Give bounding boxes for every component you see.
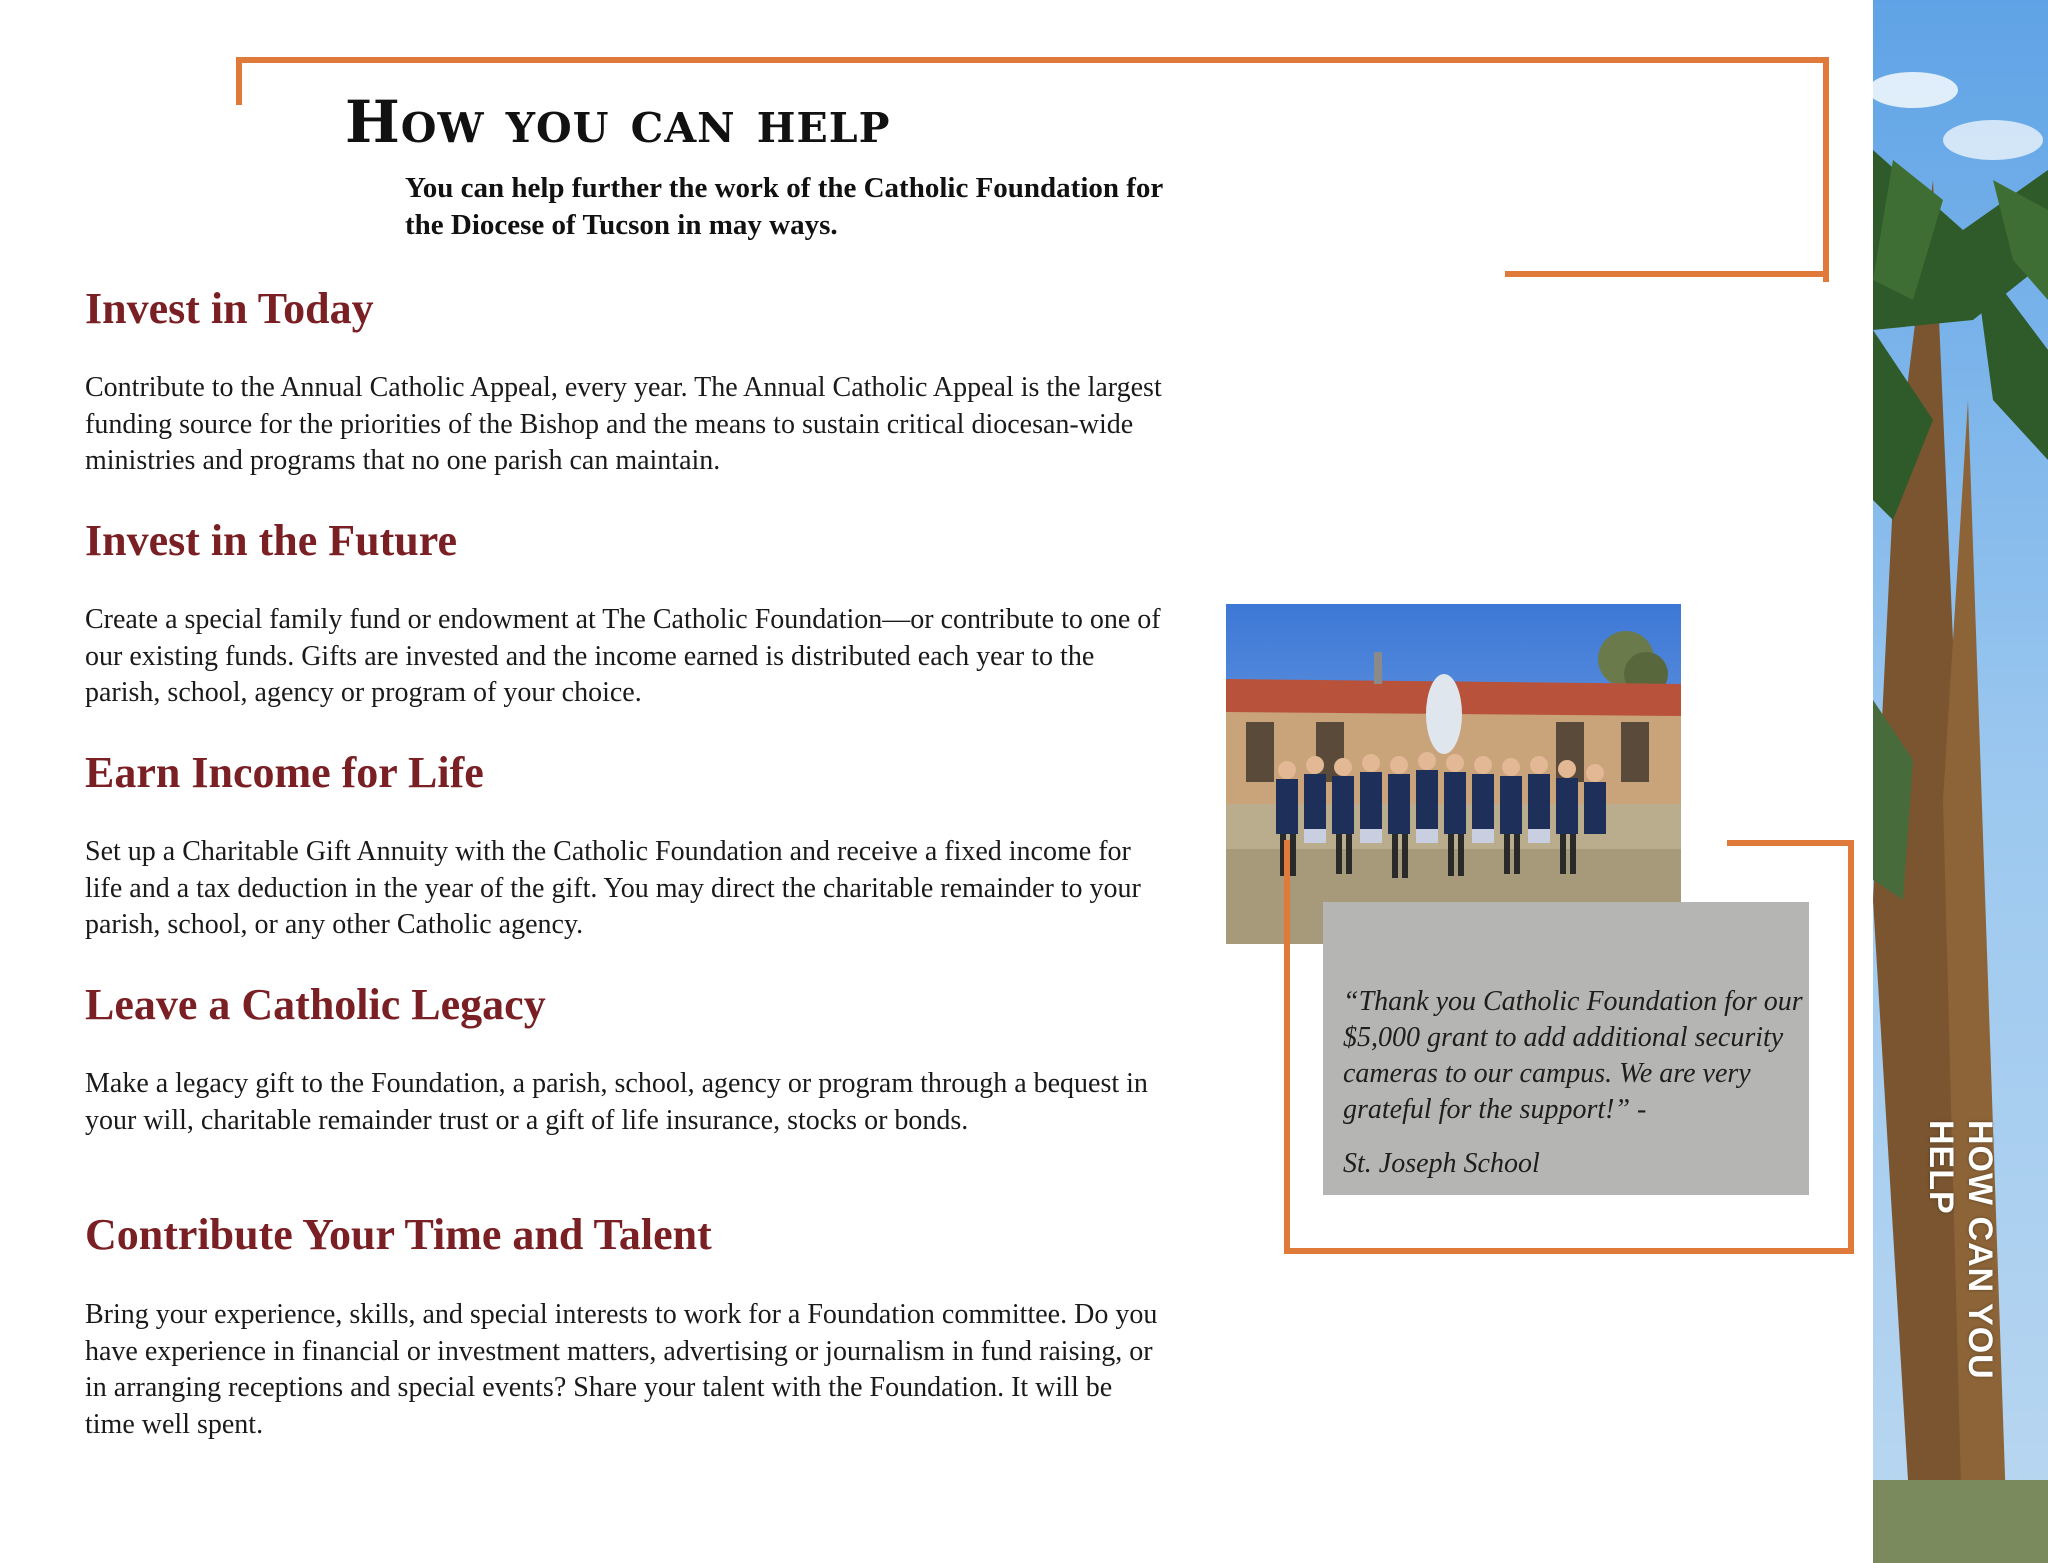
quote-frame-top-segment <box>1727 840 1848 846</box>
section-body-catholic-legacy: Make a legacy gift to the Foundation, a parish, school, agency or program through a bequest in your will, charitable remainder trust or a gift of life insurance, stocks or bonds. <box>85 1068 1148 1136</box>
section-heading-earn-income: Earn Income for Life <box>85 748 484 797</box>
page-intro: You can help further the work of the Catholic Foundation for the Diocese of Tucson in may ways. <box>405 172 1163 241</box>
frame-left-tick <box>236 57 242 105</box>
testimonial-quote: “Thank you Catholic Foundation for our $5,000 grant to add additional security cameras to our campus. We are very grateful for the support!” - <box>1343 986 1803 1125</box>
section-heading-catholic-legacy: Leave a Catholic Legacy <box>85 980 546 1029</box>
section-body-invest-today: Contribute to the Annual Catholic Appeal, every year. The Annual Catholic Appeal is the largest funding source for the priorities of the Bishop and the means to sustain critical diocesan-wide ministries and programs that no one parish can maintain. <box>85 372 1162 476</box>
sidebar-label-text: HOW CAN YOU HELP <box>1922 1120 1999 1380</box>
section-heading-invest-today: Invest in Today <box>85 284 374 333</box>
section-body-time-talent: Bring your experience, skills, and special interests to work for a Foundation committee. Do you have experience in financial or investment matters, advertising or journalism in fund raising, or in arranging receptions and special events? Share your talent with the Foundation. It will be time well spent. <box>85 1299 1158 1440</box>
section-heading-time-talent: Contribute Your Time and Talent <box>85 1210 712 1259</box>
section-heading-invest-future: Invest in the Future <box>85 516 457 565</box>
sidebar-vertical-label <box>1922 1120 1999 1480</box>
frame-bottom-segment <box>1505 271 1829 277</box>
section-body-earn-income: Set up a Charitable Gift Annuity with the Catholic Foundation and receive a fixed income for life and a tax deduction in the year of the gift. You may direct the charitable remainder to your parish, school, or any other Catholic agency. <box>85 836 1141 940</box>
page-title: How you can help <box>345 88 891 156</box>
testimonial-source: St. Joseph School <box>1343 1148 1540 1179</box>
section-body-invest-future: Create a special family fund or endowment at The Catholic Foundation—or contribute to one of our existing funds. Gifts are invested and the income earned is distributed each year to the parish, school, agency or program of your choice. <box>85 604 1161 708</box>
